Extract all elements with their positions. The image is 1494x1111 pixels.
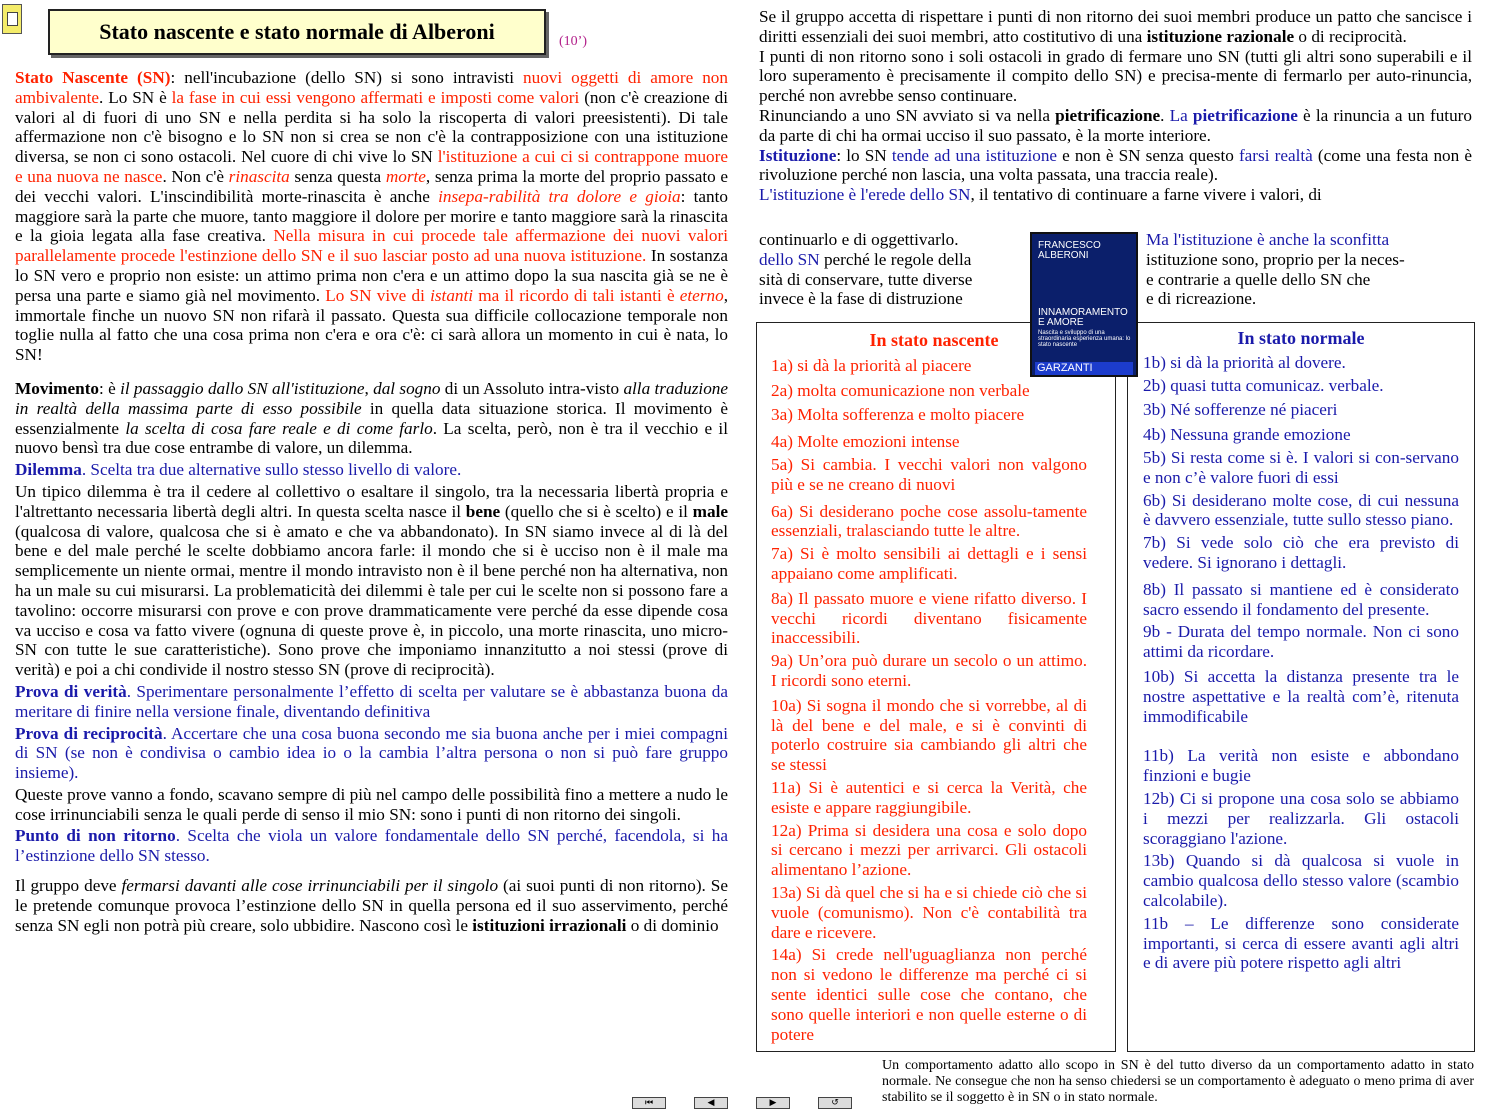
- paragraph-istituzione-razionale: Se il gruppo accetta di rispettare i punti di non ritorno dei suoi membri produce un patto che sancisce i diritti essenziali dei suoi membri, atto costitutivo di una istituzione razionale o di reciprocità.: [759, 7, 1472, 46]
- wrap-text-left: continuarlo e di oggettivarlo. dello SN perché le regole della sità di conservare, tutte diverse invece è la fase di distruzione: [759, 230, 973, 309]
- document-icon[interactable]: [2, 4, 22, 34]
- normale-item: 4b) Nessuna grande emozione: [1143, 425, 1351, 445]
- nascente-item: 14a) Si crede nell'uguaglianza non perché non si vedono le differenze ma perché ci si sente identici sulle cose che contano, che sono quelle interiori e non quelle esterne o di potere: [771, 945, 1087, 1044]
- prev-page-button[interactable]: ◀: [694, 1097, 728, 1109]
- nascente-item: 12a) Prima si desidera una cosa e solo dopo si cercano i mezzi per arrivarci. Gli ostacoli alimentano l’azione.: [771, 820, 1087, 880]
- book-cover: FRANCESCO ALBERONI INNAMORAMENTO E AMORE Nascita e sviluppo di una straordinaria esperienza umana: lo stato nascente GARZANTI: [1030, 232, 1138, 377]
- normale-item: 11b – Le differenze sono considerate importanti, si cerca di essere avanti agli altri e di avere più potere rispetto agli altri: [1143, 913, 1459, 973]
- nascente-title: In stato nascente: [869, 330, 999, 350]
- normale-item: 12b) Ci si propone una cosa solo se abbiamo i mezzi per realizzarla. Gli ostacoli scoraggiano l'azione.: [1143, 788, 1459, 848]
- normale-item: 10b) Si accetta la distanza presente tra le nostre aspettative e la realtà com’è, ritenuta immodificabile: [1143, 666, 1459, 726]
- normale-list: [1143, 329, 1459, 973]
- paragraph-gruppo: Il gruppo deve fermarsi davanti alle cose irrinunciabili per il singolo (ai suoi punti di non ritorno). Se le pretende comunque provoca l’estinzione dello SN in quella persona ed il suo asservimento, perché senza SN egli non potrà più creare, solo ubbidire. Nascono così le istituzioni irrazionali o di dominio: [15, 876, 728, 935]
- paragraph-stato-nascente: Stato Nascente (SN): nell'incubazione (dello SN) si sono intravisti nuovi oggetti di amore non ambivalente. Lo SN è la fase in cui essi vengono affermati e imposti come valori (non c'è creazione di valori al di fuori di uno SN e nella perdita si ha solo la riscoperta di valori preesistenti). Di tale affermazione non c'è bisogno e lo SN non si crea se non c'è la contrapposizione con una istituzione diversa, se non ci sono ostacoli. Nel cuore di chi vive lo SN l'istituzione a cui ci si contrappone muore e una nuova ne nasce. Non c'è rinascita senza questa morte, senza prima la morte del proprio passato e dei vecchi valori. L'inscindibilità morte-rinascita è anche insepa-rabilità tra dolore e gioia: tanto maggiore sarà la parte che muore, tanto maggiore il dolore per morire e tanto maggiore sarà la rinascita e la gioia legata alla fase creativa. Nella misura in cui procede tale affermazione dei nuovi valori parallelamente procede l'estinzione dello SN e il suo lasciar posto ad una nuova istituzione. In sostanza lo SN vero e proprio non esiste: un attimo prima non c'era e un attimo dopo la sua nascita già se ne è persa una parte e siamo già nel movimento. Lo SN vive di istanti ma il ricordo di tali istanti è eterno, immortale finche un nuovo SN non rifarà il passato. Questa sua difficile collocazione temporale non toglie nulla al fatto che una cosa prima non c'era e ora c'è: ci sarà allora un momento in cui è nata, lo SN!: [15, 68, 728, 365]
- nascente-item: 6a) Si desiderano poche cose assolu-tamente essenziali, tralasciando tutte le altre.: [771, 501, 1087, 541]
- nascente-item: 9a) Un’ora può durare un secolo o un attimo. I ricordi sono eterni.: [771, 651, 1087, 690]
- nascente-item: 7a) Si è molto sensibili ai dettagli e i sensi appaiano come amplificati.: [771, 544, 1087, 583]
- nascente-list: [771, 331, 1087, 1044]
- next-page-button[interactable]: ▶: [756, 1097, 790, 1109]
- normale-item: 5b) Si resta come si è. I valori si con-servano e non c’è valore fuori di essi: [1143, 447, 1459, 487]
- paragraph-punto-non-ritorno: Punto di non ritorno. Scelta che viola un valore fondamentale dello SN perché, facendola, si ha l’estinzione dello SN stesso.: [15, 826, 729, 866]
- normale-item: 9b - Durata del tempo normale. Non ci sono attimi da ricordare.: [1143, 622, 1459, 662]
- paragraph-dilemma-body: Un tipico dilemma è tra il cedere al collettivo o esaltare il singolo, tra la necessaria libertà propria e l'altrettanto necessaria libertà degli altri. In questa scelta nasce il bene (quello che si è scelto) e il male (qualcosa di valore, qualcosa che si è amato e che va abbandonato). In SN siamo invece al di là del bene e del male perché le scelte dobbiamo ancora farle: il mondo che si è ucciso non è il male ma semplicemente un niente ormai, mentre il mondo intravisto non è il bene perché non ha alternativa, non ha un male su cui misurarsi. La problematicità dei dilemmi è tale per cui le scelte non si possono fare a tavolino: occorre misurarsi con prove e con prove drammaticamente vere perché da esse dipende cosa va ucciso e cosa va fatto vivere (ognuna di queste prove è, in piccolo, una morte rinascita, uno micro-SN con tutte le sue caratteristiche). Sono prove che imponiamo innanzitutto a noi stessi (prove di verità) e poi a chi condivide il nostro stesso SN (prove di reciprocità).: [15, 481, 728, 680]
- nascente-item: 13a) Si dà quel che si ha e si chiede ciò che si vuole (comunismo). Non c'è contabilità tra dare e ricevere.: [771, 882, 1087, 942]
- nascente-item: 4a) Molte emozioni intense: [771, 432, 960, 452]
- page-title: Stato nascente e stato normale di Alberoni: [48, 9, 546, 55]
- right-column: [759, 7, 1472, 205]
- nascente-item: 11a) Si è autentici e si cerca la Verità, che esiste e appare raggiungibile.: [771, 777, 1087, 817]
- paragraph-prove: Queste prove vanno a fondo, scavano sempre di più nel campo delle possibilità fino a mettere a nudo le cose irrinunciabili senza le quali perde di senso il mio SN: sono i punti di non ritorno dei singoli.: [15, 784, 728, 824]
- duration-label: (10’): [559, 34, 587, 49]
- nascente-item: 3a) Molta sofferenza e molto piacere: [771, 405, 1025, 425]
- paragraph-pietrificazione: Rinunciando a uno SN avviato si va nella pietrificazione. La pietrificazione è la rinuncia a un futuro da parte di chi ha ormai ucciso il suo passato, è la morte interiore.: [759, 105, 1472, 145]
- paragraph-dilemma: Dilemma. Scelta tra due alternative sullo stesso livello di valore.: [15, 460, 462, 480]
- normale-item: 13b) Quando si dà qualcosa si vuole in cambio qualcosa dello stesso valore (scambio calcolabile).: [1143, 851, 1459, 910]
- footnote: Un comportamento adatto allo scopo in SN è del tutto diverso da un comportamento adatto in stato normale. Ne consegue che non ha senso chiedersi se un comportamento è adeguato o meno prima di aver stabilito se il soggetto è in SN o in stato normale.: [882, 1058, 1474, 1105]
- nascente-item: 10a) Si sogna il mondo che si vorrebbe, al di là del bene e del male, e si è convinti di poterlo costruire sia cambiando gli altri che se stessi: [771, 695, 1087, 775]
- normale-title: In stato normale: [1237, 328, 1365, 348]
- normale-item: 7b) Si vede solo ciò che era previsto di vedere. Si ignorano i dettagli.: [1143, 533, 1459, 572]
- normale-item: 6b) Si desiderano molte cose, di cui nessuna è davvero essenziale, tutte sullo stesso piano.: [1143, 490, 1459, 530]
- normale-item: 8b) Il passato si mantiene ed è considerato sacro essendo il fondamento del presente.: [1143, 579, 1459, 619]
- paragraph-istituzione: Istituzione: lo SN tende ad una istituzione e non è SN senza questo farsi realtà (come una festa non è rivoluzione perché non lascia, una volta passata, una traccia reale).: [759, 145, 1472, 185]
- normale-item: 2b) quasi tutta comunicaz. verbale.: [1143, 375, 1384, 395]
- normale-item: 3b) Né sofferenze né piaceri: [1143, 400, 1338, 420]
- nascente-item: 5a) Si cambia. I vecchi valori non valgono più e se ne creano di nuovi: [771, 454, 1087, 494]
- paragraph-prova-verita: Prova di verità. Sperimentare personalmente l’effetto di scelta per valutare se è abbastanza buona da meritare di finire nella versione finale, diventando definitiva: [15, 681, 728, 721]
- nascente-item: 8a) Il passato muore e viene rifatto diverso. I vecchi ricordi diventano fisicamente inaccessibili.: [771, 588, 1087, 648]
- paragraph-erede: L'istituzione è l'erede dello SN, il tentativo di continuare a farne vivere i valori, di: [759, 185, 1322, 205]
- nascente-item: 2a) molta comunicazione non verbale: [771, 380, 1030, 400]
- first-page-button[interactable]: ⏮: [632, 1097, 666, 1109]
- normale-item: 1b) si dà la priorità al dovere.: [1143, 352, 1346, 372]
- wrap-text-right: Ma l'istituzione è anche la sconfitta istituzione sono, proprio per la neces- e contrarie a quelle dello SN che e di ricreazione.: [1146, 230, 1405, 309]
- back-button[interactable]: ↺: [818, 1097, 852, 1109]
- paragraph-movimento: Movimento: è il passaggio dallo SN all'istituzione, dal sogno di un Assoluto intra-visto alla traduzione in realtà della massima parte di esso possibile in quella data situazione storica. Il movimento è essenzialmente la scelta di cosa fare reale e di come farlo. La scelta, però, non è tra il vecchio e il nuovo bensì tra due cose entrambe di valore, un dilemma.: [15, 378, 729, 458]
- normale-item: 11b) La verità non esiste e abbondano finzioni e bugie: [1143, 746, 1459, 786]
- left-column: [15, 68, 728, 935]
- paragraph-punti-non-ritorno: I punti di non ritorno sono i soli ostacoli in grado di fermare uno SN (tutti gli altri sono superabili e il loro superamento è precisamente il compito dello SN) e precisa-mente di fermarlo per auto-rinuncia, perché non avrebbe senso continuare.: [759, 46, 1472, 106]
- paragraph-prova-reciprocita: Prova di reciprocità. Accertare che una cosa buona secondo me sia buona anche per i miei compagni di SN (se non è condivisa o cambio idea io o la cambia l’altra persona o non si può fare gruppo insieme).: [15, 723, 728, 783]
- nascente-item: 1a) si dà la priorità al piacere: [771, 355, 972, 375]
